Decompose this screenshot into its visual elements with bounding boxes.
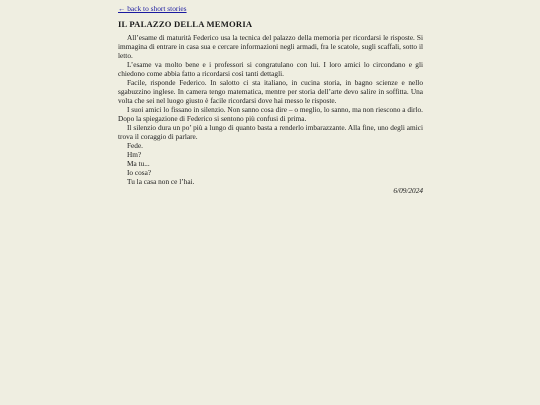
- dialogue-line: Hm?: [127, 150, 142, 159]
- dialogue-line: Ma tu...: [127, 159, 150, 168]
- dialogue-line: Io cosa?: [127, 168, 152, 177]
- dialogue-line: Fede.: [127, 141, 144, 150]
- story-paragraph: All’esame di maturità Federico usa la tecnica del palazzo della memoria per ricordarsi le risposte. Si immagina di entrare in casa sua e cercare informazioni negli armadi, fra le scatole, sugli scaffali, sotto il letto.: [118, 33, 423, 60]
- story-paragraph: Facile, risponde Federico. In salotto ci sta italiano, in cucina storia, in bagno scienze e nello sgabuzzino inglese. In camera tengo matematica, mentre per storia dell’arte devo salire in soffitta. Una volta che sei nel luogo giusto è facile ricordarsi dove hai messo le risposte.: [118, 78, 423, 105]
- story-paragraph: L’esame va molto bene e i professori si congratulano con lui. I loro amici lo circondano e gli chiedono come abbia fatto a ricordarsi così tanti dettagli.: [118, 60, 423, 78]
- story-date: 6/09/2024: [393, 186, 423, 195]
- story-title: IL PALAZZO DELLA MEMORIA: [118, 19, 253, 29]
- story-paragraph: Il silenzio dura un po’ più a lungo di quanto basta a renderlo imbarazzante. Alla fine, uno degli amici trova il coraggio di parlare.: [118, 123, 423, 141]
- back-to-short-stories-link[interactable]: ← back to short stories: [118, 4, 187, 13]
- story-paragraph: I suoi amici lo fissano in silenzio. Non sanno cosa dire – o meglio, lo sanno, ma non riescono a dirlo. Dopo la spiegazione di Federico si sentono più confusi di prima.: [118, 105, 423, 123]
- story-body: [118, 33, 423, 186]
- dialogue-line: Tu la casa non ce l’hai.: [127, 177, 195, 186]
- story-page: [118, 4, 423, 195]
